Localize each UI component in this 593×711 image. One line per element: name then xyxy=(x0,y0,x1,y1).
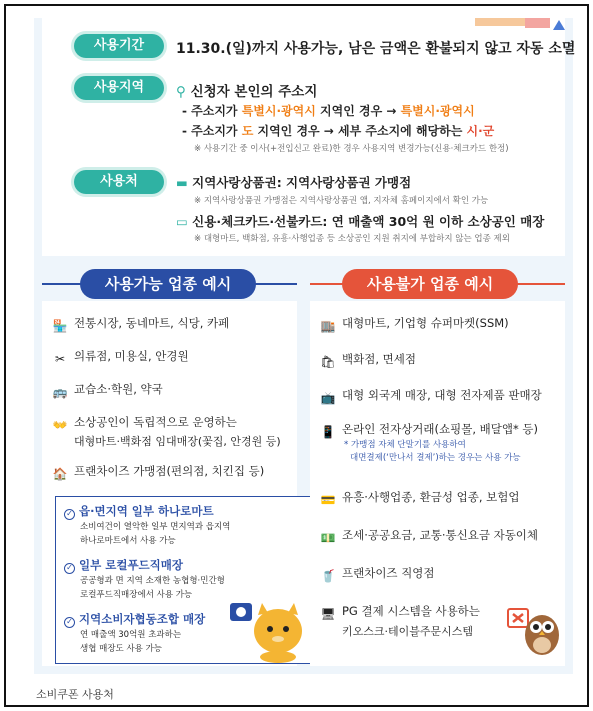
allowed-title: 사용가능 업종 예시 xyxy=(80,269,256,299)
check-icon: ✓ xyxy=(64,509,75,520)
period-text: 11.30.(일)까지 사용가능, 남은 금액은 환불되지 않고 자동 소멸 xyxy=(176,41,576,57)
allowed-item-sub: 대형마트·백화점 임대매장(꽃집, 안경원 등) xyxy=(74,435,281,448)
disallowed-item xyxy=(320,387,542,406)
region-line-2 xyxy=(182,122,494,139)
disallowed-item xyxy=(320,565,435,584)
exception-title-text: 읍·면지역 일부 하나로마트 xyxy=(79,504,214,518)
place-item-2 xyxy=(176,212,544,230)
region-line-1-c: 지역인 경우 → xyxy=(315,104,401,118)
allowed-item xyxy=(52,414,237,433)
disallowed-item-text: 유흥·사행업종, 환금성 업종, 보험업 xyxy=(342,490,520,504)
location-pin-icon: ⚲ xyxy=(176,84,186,100)
place-label: 사용처 xyxy=(74,170,164,194)
place-note-1: ※ 지역사랑상품권 가맹점은 지역사랑상품권 앱, 지자체 홈페이지에서 확인 가능 xyxy=(194,196,489,206)
disallowed-item-note: * 가맹점 자체 단말기를 사용하여 xyxy=(344,440,466,450)
exception-desc: 로컬푸드직매장에서 사용 가능 xyxy=(80,590,193,600)
disallowed-item-text: 온라인 전자상거래(쇼핑몰, 배달앱* 등) xyxy=(342,422,538,436)
exception-title xyxy=(64,557,183,574)
exceptions-box xyxy=(55,496,317,664)
allowed-item-text: 교습소·학원, 약국 xyxy=(74,382,163,396)
shop-icon: 🏠 xyxy=(52,467,68,481)
disallowed-item xyxy=(320,603,480,622)
exception-title xyxy=(64,503,214,520)
bill-icon: 💵 xyxy=(320,531,336,545)
scissors-icon: ✂ xyxy=(54,352,66,366)
region-line-1-b: 특별시·광역시 xyxy=(241,104,316,118)
allowed-item xyxy=(52,348,189,367)
mart-icon: 🏬 xyxy=(320,319,336,333)
exception-desc: 연 매출액 30억원 초과하는 xyxy=(80,630,182,640)
exception-title-text: 지역소비자협동조합 매장 xyxy=(79,612,206,626)
card-icon: ▭ xyxy=(176,214,188,229)
image-caption: 소비쿠폰 사용처 xyxy=(36,688,114,701)
disallowed-item-note: 대면결제(‘만나서 결제’)하는 경우는 사용 가능 xyxy=(350,453,521,463)
disallowed-title: 사용불가 업종 예시 xyxy=(342,269,518,299)
exception-desc: 공공형과 면 지역 소재한 농협형·민간형 xyxy=(80,576,225,586)
disallowed-item-sub: 키오스크·테이블주문시스템 xyxy=(342,625,474,638)
region-note: ※ 사용기간 중 이사(+전입신고 완료)한 경우 사용지역 변경가능(신용·체크카드 한정) xyxy=(194,144,509,154)
allowed-item-text: 의류점, 미용실, 안경원 xyxy=(74,349,189,363)
allowed-item xyxy=(52,381,163,400)
allowed-item-text: 전통시장, 동네마트, 식당, 카페 xyxy=(74,316,230,330)
region-main xyxy=(176,80,317,100)
exception-title xyxy=(64,611,205,628)
check-icon: ✓ xyxy=(64,617,75,628)
place-item-2-text: 신용·체크카드·선불카드: 연 매출액 30억 원 이하 소상공인 매장 xyxy=(192,214,545,229)
region-label: 사용지역 xyxy=(74,76,164,100)
place-note-2: ※ 대형마트, 백화점, 유흥·사행업종 등 소상공인 지원 취지에 부합하지 않는 업종 제외 xyxy=(194,234,510,244)
decoration-icon xyxy=(475,18,565,30)
appliance-icon: 📺 xyxy=(320,391,336,405)
allowed-item-text: 소상공인이 독립적으로 운영하는 xyxy=(74,415,237,429)
region-main-text: 신청자 본인의 주소지 xyxy=(190,84,318,100)
place-item-1 xyxy=(176,173,411,191)
period-label: 사용기간 xyxy=(74,34,164,58)
hand-icon: 👐 xyxy=(52,418,68,432)
region-line-2-c: 지역인 경우 → 세부 주소지에 해당하는 xyxy=(253,124,467,138)
phone-icon: 📱 xyxy=(320,425,336,439)
disallowed-item xyxy=(320,489,519,508)
market-icon: 🏪 xyxy=(52,319,68,333)
allowed-item xyxy=(52,463,264,482)
kiosk-icon: 🖥 xyxy=(320,607,336,621)
disallowed-item xyxy=(320,527,538,546)
coupon-usage-poster xyxy=(34,18,576,674)
region-line-2-d: 시·군 xyxy=(466,124,495,138)
image-frame xyxy=(4,4,589,707)
region-line-2-a: - 주소지가 xyxy=(182,124,242,138)
place-item-1-text: 지역사랑상품권: 지역사랑상품권 가맹점 xyxy=(192,175,412,190)
region-line-1-d: 특별시·광역시 xyxy=(400,104,475,118)
owl-mascot-icon xyxy=(506,597,562,659)
voucher-icon: ▬ xyxy=(176,175,188,190)
disallowed-item-text: 프랜차이즈 직영점 xyxy=(342,566,435,580)
disallowed-item-text: 대형마트, 기업형 슈퍼마켓(SSM) xyxy=(342,316,509,330)
exception-desc: 소비여건이 열악한 일부 면지역과 읍지역 xyxy=(80,522,231,532)
allowed-item-text: 프랜차이즈 가맹점(편의점, 치킨집 등) xyxy=(74,464,265,478)
exception-title-text: 일부 로컬푸드직매장 xyxy=(79,558,183,572)
squirrel-mascot-icon xyxy=(228,597,310,663)
disallowed-item xyxy=(320,315,509,334)
disallowed-item-text: 조세·공공요금, 교통·통신요금 자동이체 xyxy=(342,528,539,542)
card-icon: 💳 xyxy=(320,493,336,507)
region-line-2-b: 도 xyxy=(241,124,254,138)
exception-desc: 생협 매장도 사용 가능 xyxy=(80,644,163,654)
department-store-icon: 🛍 xyxy=(320,355,336,369)
disallowed-item-text: 대형 외국계 매장, 대형 전자제품 판매장 xyxy=(342,388,542,402)
allowed-item xyxy=(52,315,229,334)
disallowed-item-text: PG 결제 시스템을 사용하는 xyxy=(342,604,480,618)
disallowed-item xyxy=(320,421,538,440)
disallowed-list xyxy=(310,301,565,666)
disallowed-item-text: 백화점, 면세점 xyxy=(342,352,416,366)
check-icon: ✓ xyxy=(64,563,75,574)
cup-icon: 🥤 xyxy=(320,569,336,583)
disallowed-item xyxy=(320,351,416,370)
region-line-1-a: - 주소지가 xyxy=(182,104,242,118)
usage-info-box xyxy=(42,18,576,256)
region-line-1 xyxy=(182,102,475,119)
bus-icon: 🚌 xyxy=(52,385,68,399)
exception-desc: 하나로마트에서 사용 가능 xyxy=(80,536,176,546)
